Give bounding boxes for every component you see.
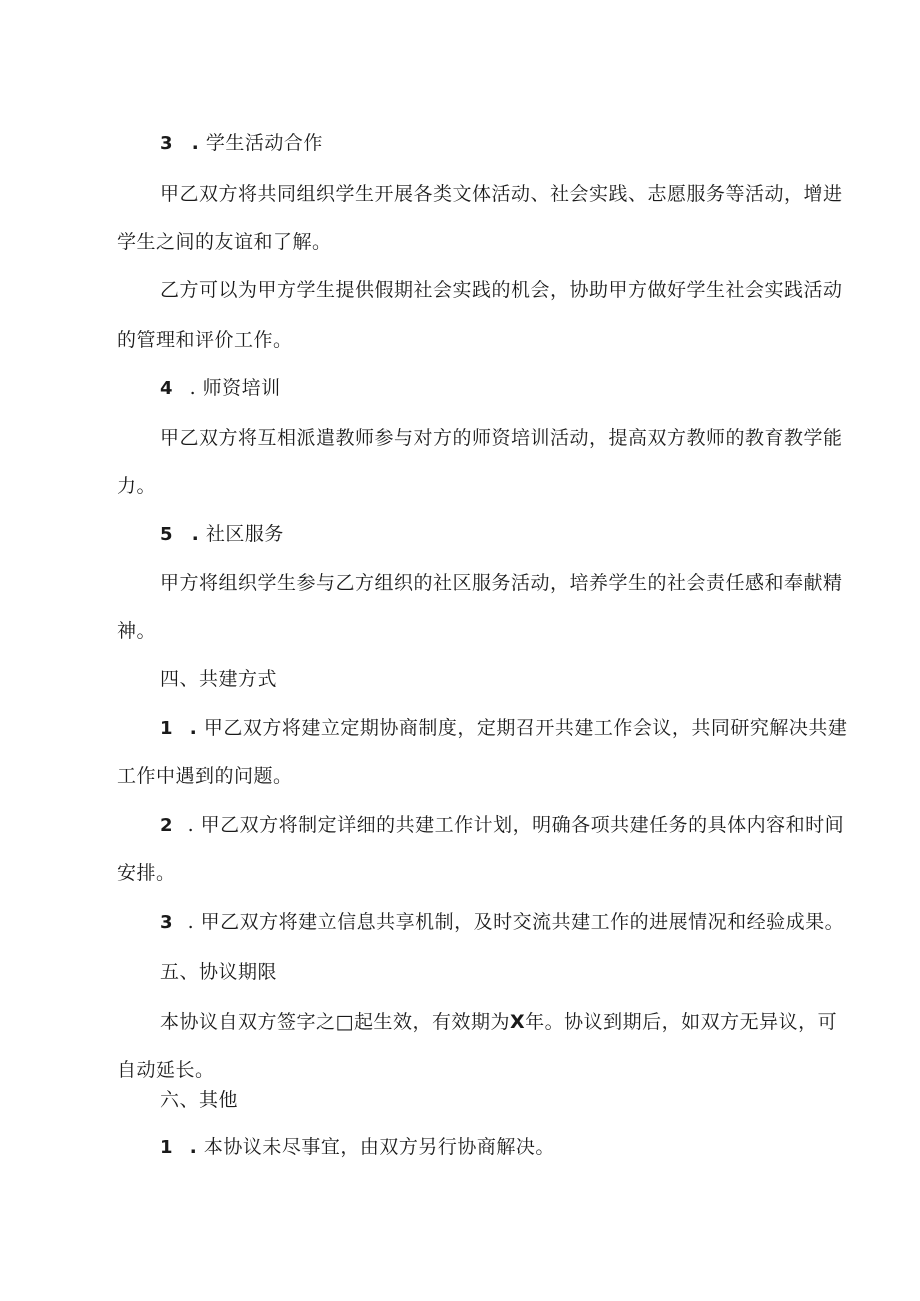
paragraph-line: 的管理和评价工作。 bbox=[117, 329, 293, 351]
list-item-2: 2 . 甲乙双方将制定详细的共建工作计划，明确各项共建任务的具体内容和时间 bbox=[160, 814, 845, 836]
paragraph-line: 安排。 bbox=[117, 862, 176, 884]
paragraph-line: 工作中遇到的问题。 bbox=[117, 765, 293, 787]
paragraph-line: 学生之间的友谊和了解。 bbox=[117, 231, 332, 253]
list-item-1: 1 . 本协议未尽事宜，由双方另行协商解决。 bbox=[160, 1136, 555, 1158]
section-heading-teacher-training: 4 . 师资培训 bbox=[160, 377, 281, 399]
list-item-1: 1 . 甲乙双方将建立定期协商制度，定期召开共建工作会议，共同研究解决共建 bbox=[160, 717, 848, 739]
paragraph-line: 本协议自双方签字之□起生效，有效期为X年。协议到期后，如双方无异议，可 bbox=[160, 1011, 838, 1033]
paragraph-line: 甲乙双方将共同组织学生开展各类文体活动、社会实践、志愿服务等活动，增进 bbox=[160, 183, 843, 205]
section-heading-student-activities: 3 . 学生活动合作 bbox=[160, 132, 323, 154]
section-heading-cobuild-method: 四、共建方式 bbox=[160, 668, 278, 690]
section-heading-agreement-term: 五、协议期限 bbox=[160, 961, 278, 983]
section-heading-other: 六、其他 bbox=[160, 1089, 239, 1111]
paragraph-line: 乙方可以为甲方学生提供假期社会实践的机会，协助甲方做好学生社会实践活动 bbox=[160, 279, 843, 301]
paragraph-line: 自动延长。 bbox=[117, 1059, 215, 1081]
list-item-3: 3 . 甲乙双方将建立信息共享机制，及时交流共建工作的进展情况和经验成果。 bbox=[160, 911, 845, 933]
paragraph-line: 甲方将组织学生参与乙方组织的社区服务活动，培养学生的社会责任感和奉献精 bbox=[160, 572, 843, 594]
paragraph-line: 神。 bbox=[117, 620, 157, 642]
section-heading-community-service: 5 . 社区服务 bbox=[160, 523, 284, 545]
paragraph-line: 力。 bbox=[117, 475, 157, 497]
paragraph-line: 甲乙双方将互相派遣教师参与对方的师资培训活动，提高双方教师的教育教学能 bbox=[160, 427, 843, 449]
